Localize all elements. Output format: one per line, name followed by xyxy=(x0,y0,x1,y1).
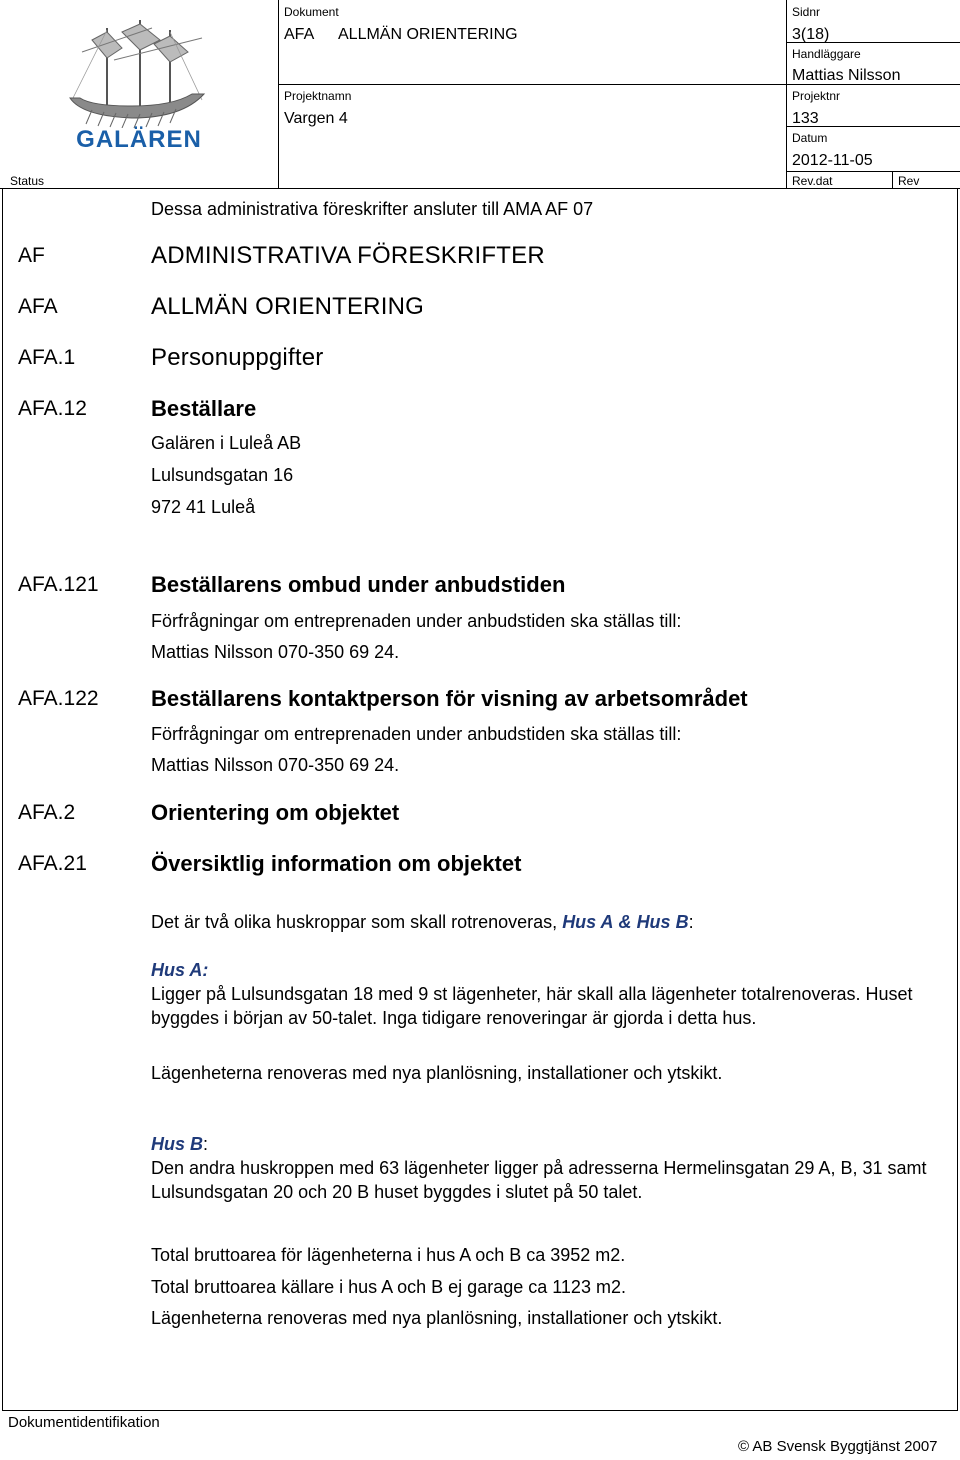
status-label: Status xyxy=(10,174,45,188)
projektnamn-value: Vargen 4 xyxy=(284,110,348,127)
copyright xyxy=(738,1438,938,1455)
dokument-code: AFA xyxy=(284,26,315,43)
section-title-afa21: Översiktlig information om objektet xyxy=(151,851,522,876)
kontakt-line: Mattias Nilsson 070-350 69 24. xyxy=(151,755,400,775)
hus-b-text: Den andra huskroppen med 63 lägenheter ligger på adresserna Hermelinsgatan 29 A, B, 31 samt Lulsundsgatan 20 och 20 B huset byggdes i slutet på 50 talet. xyxy=(151,1158,927,1202)
section-code-afa: AFA xyxy=(18,295,58,318)
section-title-afa122: Beställarens kontaktperson för visning av arbetsområdet xyxy=(151,686,748,711)
section-code-afa21: AFA.21 xyxy=(18,852,87,875)
revdat-label: Rev.dat xyxy=(792,174,833,188)
section-code-afa1: AFA.1 xyxy=(18,346,76,369)
section-title-af: ADMINISTRATIVA FÖRESKRIFTER xyxy=(151,242,545,269)
projektnr-value: 133 xyxy=(792,110,819,127)
hus-b-colon: : xyxy=(203,1134,209,1154)
section-title-afa: ALLMÄN ORIENTERING xyxy=(151,293,424,320)
section-code-af: AF xyxy=(18,244,45,267)
ship-icon xyxy=(62,10,212,128)
address-line: 972 41 Luleå xyxy=(151,497,256,517)
totals-line: Lägenheterna renoveras med nya planlösning, installationer och ytskikt. xyxy=(151,1308,723,1328)
lead-hus-a: Hus A xyxy=(562,912,614,932)
totals-line: Total bruttoarea för lägenheterna i hus A och B ca 3952 m2. xyxy=(151,1245,626,1265)
hus-a-text: Ligger på Lulsundsgatan 18 med 9 st lägenheter, här skall alla lägenheter totalrenoveras. Huset byggdes i början av 50-talet. Inga tidigare renoveringar är gjorda i detta hus. xyxy=(151,984,913,1028)
kontakt-line: Förfrågningar om entreprenaden under anbudstiden ska ställas till: xyxy=(151,724,682,744)
hus-b-heading: Hus B xyxy=(151,1134,204,1154)
sidnr-value: 3(18) xyxy=(792,26,830,43)
projektnamn-label: Projektnamn xyxy=(284,89,352,103)
section-code-afa2: AFA.2 xyxy=(18,801,76,824)
hus-a-line2: Lägenheterna renoveras med nya planlösning, installationer och ytskikt. xyxy=(151,1063,723,1083)
lead-hus-b: Hus B xyxy=(636,912,689,932)
address-line: Galären i Luleå AB xyxy=(151,433,302,453)
section-title-afa1: Personuppgifter xyxy=(151,344,324,371)
datum-value: 2012-11-05 xyxy=(792,152,873,169)
datum-label: Datum xyxy=(792,131,828,145)
totals-line: Total bruttoarea källare i hus A och B ej garage ca 1123 m2. xyxy=(151,1277,626,1297)
ombud-line: Mattias Nilsson 070-350 69 24. xyxy=(151,642,400,662)
logo-text: GALÄREN xyxy=(76,126,202,153)
lead-suffix: : xyxy=(688,912,694,932)
section-title-afa2: Orientering om objektet xyxy=(151,800,400,825)
section-title-afa121: Beställarens ombud under anbudstiden xyxy=(151,572,566,597)
doc-id-label: Dokumentidentifikation xyxy=(8,1414,160,1431)
hus-b-heading-wrap xyxy=(151,1132,208,1156)
dokument-title: ALLMÄN ORIENTERING xyxy=(338,26,518,43)
intro-text: Dessa administrativa föreskrifter ansluter till AMA AF 07 xyxy=(151,199,594,219)
copyright-text: AB Svensk Byggtjänst 2007 xyxy=(752,1438,938,1455)
ombud-line: Förfrågningar om entreprenaden under anbudstiden ska ställas till: xyxy=(151,611,682,631)
section-code-afa122: AFA.122 xyxy=(18,687,99,710)
handlaggare-value: Mattias Nilsson xyxy=(792,67,901,84)
section-code-afa121: AFA.121 xyxy=(18,573,99,596)
address-line: Lulsundsgatan 16 xyxy=(151,465,294,485)
sidnr-label: Sidnr xyxy=(792,5,821,19)
projektnr-label: Projektnr xyxy=(792,89,841,103)
section-code-afa12: AFA.12 xyxy=(18,397,87,420)
copyright-icon: © xyxy=(738,1438,750,1455)
dokument-label: Dokument xyxy=(284,5,339,19)
hus-a-heading: Hus A: xyxy=(151,960,209,980)
rev-label: Rev xyxy=(898,174,920,188)
galaren-logo xyxy=(62,10,212,158)
objekt-lead xyxy=(151,910,694,934)
section-title-afa12: Beställare xyxy=(151,396,257,421)
lead-prefix: Det är två olika huskroppar som skall rotrenoveras, xyxy=(151,912,558,932)
lead-amp: & xyxy=(618,912,632,932)
handlaggare-label: Handläggare xyxy=(792,47,861,61)
